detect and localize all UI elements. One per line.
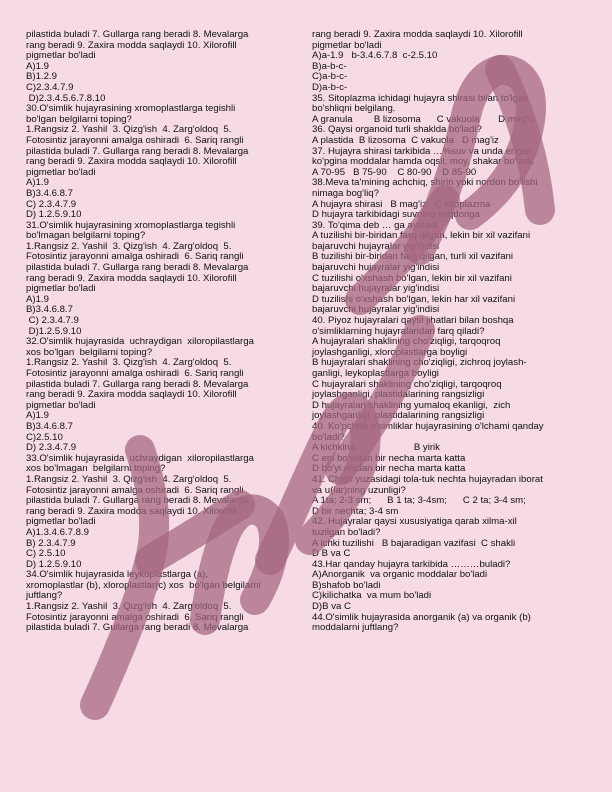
text-line: pilastida buladi 7. Gullarga rang beradi 8. Mevalarga: [26, 495, 249, 507]
text-line: 1.Rangsiz 2. Yashil 3. Qizg'ish 4. Zarg'oldoq 5.: [26, 601, 232, 613]
text-line: bo'ladi?: [312, 431, 345, 443]
text-line: o'simliklarning hujayralaridan farq qiladi?: [312, 325, 485, 337]
text-line: B tuzilishi bir-biridan farq qilgan, turli xil vazifani: [312, 251, 514, 263]
text-line: Fotosintiz jarayonni amalga oshiradi 6. Sariq rangli: [26, 134, 244, 146]
text-line: A)1.3.4.6.7.8.9: [26, 526, 89, 538]
text-line: bajaruvchi hujayralar yig'indisi: [312, 240, 440, 252]
text-line: va u(lar)ning uzunligi?: [312, 484, 406, 496]
text-line: 35. Sitoplazma ichidagi hujayra shirasi bilan to'lgan: [312, 92, 529, 104]
text-line: D)1.2.5.9.10: [26, 325, 82, 337]
text-line: 40. Ko'pchilik o'simliklar hujayrasining o'lchami qanday: [312, 420, 544, 432]
text-line: rang beradi 9. Zaxira modda saqlaydi 10. Xilorofill: [26, 156, 237, 168]
text-line: pigmetlar bo'ladi: [26, 516, 96, 528]
text-line: 37. Hujayra shirasi tarkibida …%suv va unda erigan: [312, 145, 533, 157]
text-line: 42. Hujayralar qaysi xususiyatiga qarab xilma-xil: [312, 516, 517, 528]
text-line: A plastida B lizosoma C vakuola D mag'iz: [312, 134, 499, 146]
text-line: B)3.4.6.8.7: [26, 187, 73, 199]
text-line: joylashganligi, plastidalarining rangsizligi: [312, 389, 485, 401]
text-line: ko'pgina moddalar hamda oqsil, moy, shakar bo'ladi.: [312, 156, 535, 168]
text-line: 31.O'simlik hujayrasining xromoplastlarga tegishli: [26, 219, 236, 231]
text-line: Fotosintiz jarayonni amalga oshiradi 6. Sariq rangli: [26, 368, 244, 379]
text-line: D hujayralari shaklining yumaloq ekanligi, zich: [312, 399, 511, 411]
text-line: juftlang?: [26, 590, 63, 602]
text-line: rang beradi 9. Zaxira modda saqlaydi 10. Xilorofill: [26, 272, 237, 284]
text-line: rang beradi 9. Zaxira modda saqlaydi 10. Xilorofill: [26, 505, 237, 517]
text-line: 33.O'simlik hujayrasida uchraydigan xiloropilastlarga: [26, 452, 254, 464]
text-line: C eni bo'yidan bir necha marta katta: [312, 452, 466, 464]
text-line: C) 2.3.4.7.9: [26, 198, 77, 210]
text-line: bo'shliqni belgilang.: [312, 103, 396, 115]
text-line: C tuzilishi o'xshash bo'lgan, lekin bir xil vazifani: [312, 272, 512, 284]
text-line: pilastida buladi 7. Gullarga rang beradi 8. Mevalarga: [26, 145, 249, 157]
text-line: A)1.9: [26, 60, 49, 72]
text-line: 32.O'simlik hujayrasida uchraydigan xiloropilastlarga: [26, 336, 254, 348]
text-line: joylashganligi, plastidalarining rangsizligi: [312, 410, 485, 422]
text-line: A)Anorganik va organic moddalar bo'ladi: [312, 569, 488, 581]
text-line: ganligi, leykoplastlarga boyligi: [312, 368, 439, 379]
text-line: xos bo'lmagan belgilarni toping?: [26, 463, 166, 475]
text-line: bo'lmagan belgilarni toping?: [26, 230, 146, 242]
text-line: D hujayra tarkibidagi suvning miqdoriga: [312, 209, 480, 221]
text-line: rang beradi 9. Zaxira modda saqlaydi 10. Xilorofill: [26, 39, 237, 51]
text-line: joylashganligi, xloroplastlarga boyligi: [312, 346, 468, 358]
text-line: bajaruvchi hujayralar yig'indisi: [312, 262, 440, 274]
text-line: D) 2.3.4.7.9: [26, 442, 77, 454]
text-line: 44.O'simlik hujayrasida anorganik (a) va organik (b): [312, 611, 531, 623]
text-line: B) 2.3.4.7.9: [26, 537, 76, 549]
text-line: pigmetlar bo'ladi: [26, 166, 96, 178]
text-line: pigmetlar bo'ladi: [312, 39, 382, 51]
text-line: 1.Rangsiz 2. Yashil 3. Qizg'ish 4. Zarg'oldoq 5.: [26, 124, 232, 136]
text-line: C)2.3.4.7.9: [26, 81, 74, 93]
text-line: 39. To'qima deb … ga aytiladi.: [312, 219, 441, 231]
text-line: D B va C: [312, 548, 351, 560]
text-line: A ichki tuzilishi B bajaradigan vazifasi C shakli: [312, 537, 516, 549]
text-line: C) 2.5.10: [26, 548, 66, 560]
text-line: pilastida buladi 7. Gullarga rang beradi 8. Mevalarga: [26, 622, 249, 634]
text-line: bajaruvchi hujayralar yig'indisi: [312, 304, 440, 316]
text-line: Fotosintiz jarayonni amalga oshiradi 6. Sariq rangli: [26, 484, 244, 496]
text-line: 40. Piyoz hujayralari qaysi jihatlari bilan boshqa: [312, 315, 514, 327]
text-line: D bo'yi enidan bir necha marta katta: [312, 463, 466, 475]
text-line: rang beradi 9. Zaxira modda saqlaydi 10. Xilorofill: [312, 29, 523, 40]
text-line: pilastida buladi 7. Gullarga rang beradi 8. Mevalarga: [26, 378, 249, 390]
text-line: pilastida buladi 7. Gullarga rang beradi 8. Mevalarga: [26, 262, 249, 274]
text-line: A hujayralari shaklining cho'ziqligi, tarqoqroq: [312, 336, 501, 348]
text-line: A 1ta; 2-3 sm; B 1 ta; 3-4sm; C 2 ta; 3-4 sm;: [312, 495, 526, 507]
text-line: pilastida buladi 7. Gullarga rang beradi 8. Mevalarga: [26, 29, 249, 40]
text-line: xromoplastlar (b), xloroplastlar(c) xos bo'lgan belgilarni: [26, 579, 261, 591]
text-line: A)a-1.9 b-3.4.6.7.8 c-2.5.10: [312, 50, 438, 62]
text-line: A 70-95 B 75-90 C 80-90 D 85-90: [312, 166, 477, 178]
text-line: 1.Rangsiz 2. Yashil 3. Qizg'ish 4. Zarg'oldoq 5.: [26, 240, 232, 252]
text-line: B)3.4.6.8.7: [26, 420, 73, 432]
text-line: C)a-b-c-: [312, 71, 348, 83]
text-line: pigmetlar bo'ladi: [26, 399, 96, 411]
text-line: bo'lgan belgilarni toping?: [26, 113, 132, 125]
text-line: D)B va C: [312, 601, 351, 613]
text-line: 30.O'simlik hujayrasining xromoplastlarga tegishli: [26, 103, 236, 115]
text-line: C)2.5.10: [26, 431, 63, 443]
text-line: C hujayralari shaklining cho'ziqligi, tarqoqroq: [312, 378, 502, 390]
text-line: C)kilichatka va mum bo'ladi: [312, 590, 432, 602]
text-line: Fotosintiz jarayonni amalga oshiradi 6. Sariq rangli: [26, 611, 244, 623]
text-line: tuzilgan bo'ladi?: [312, 526, 381, 538]
text-line: A kichkina B yirik: [312, 442, 440, 454]
text-line: B)shafob bo'ladi: [312, 579, 381, 591]
text-line: 43.Har qanday hujayra tarkibida ………buladi?: [312, 558, 511, 570]
text-line: A)1.9: [26, 177, 49, 189]
text-line: 1.Rangsiz 2. Yashil 3. Qizg'ish 4. Zarg'oldoq 5.: [26, 357, 232, 369]
text-line: D) 1.2.5.9.10: [26, 209, 82, 221]
text-line: D)2.3.4.5.6.7.8.10: [26, 92, 106, 104]
text-line: nimaga bog'liq?: [312, 187, 379, 199]
text-line: A tuzilishi bir-biridan farq qilgan, lekin bir xil vazifani: [312, 230, 531, 242]
text-line: B)a-b-c-: [312, 60, 347, 72]
text-line: rang beradi 9. Zaxira modda saqlaydi 10. Xilorofill: [26, 389, 237, 401]
text-line: 1.Rangsiz 2. Yashil 3. Qizg'ish 4. Zarg'oldoq 5.: [26, 473, 232, 485]
text-line: C) 2.3.4.7.9: [26, 315, 79, 327]
text-line: A)1.9: [26, 410, 49, 422]
text-line: D)a-b-c-: [312, 81, 348, 93]
text-line: moddalarni juftlang?: [312, 622, 399, 634]
text-line: 38.Meva ta'mining achchiq, shirin yoki nordon bo'lishi: [312, 177, 538, 189]
text-line: B)3.4.6.8.7: [26, 304, 73, 316]
text-line: 34.O'simlik hujayrasida leykoplastlarga (a),: [26, 569, 209, 581]
text-line: D bir nechta; 3-4 sm: [312, 505, 399, 517]
text-line: pigmetlar bo'ladi: [26, 283, 96, 295]
text-line: pigmetlar bo'ladi: [26, 50, 96, 62]
text-line: xos bo'lgan belgilarni toping?: [26, 346, 153, 358]
text-line: 41. Chigit yuzasidagi tola-tuk nechta hujayradan iborat: [312, 473, 543, 485]
text-line: Fotosintiz jarayonni amalga oshiradi 6. Sariq rangli: [26, 251, 244, 263]
text-line: 36. Qaysi organoid turli shaklda bo'ladi?: [312, 124, 482, 136]
left-text-column: [26, 30, 312, 634]
text-line: A)1.9: [26, 293, 49, 305]
text-line: bajaruvchi hujayralar yig'indisi: [312, 283, 440, 295]
text-line: B hujayralari shaklining cho'ziqligi, zichroq joylash-: [312, 357, 527, 369]
text-line: D) 1.2.5.9.10: [26, 558, 82, 570]
text-line: A granula B lizosoma C vakuola D mag'iz: [312, 113, 536, 125]
right-text-column: [312, 30, 598, 634]
text-line: D tuzilishi o'xshash bo'lgan, lekin har xil vazifani: [312, 293, 516, 305]
text-line: B)1.2.9: [26, 71, 57, 83]
text-line: A hujayra shirasi B mag'iz C sitoplazma: [312, 198, 491, 210]
